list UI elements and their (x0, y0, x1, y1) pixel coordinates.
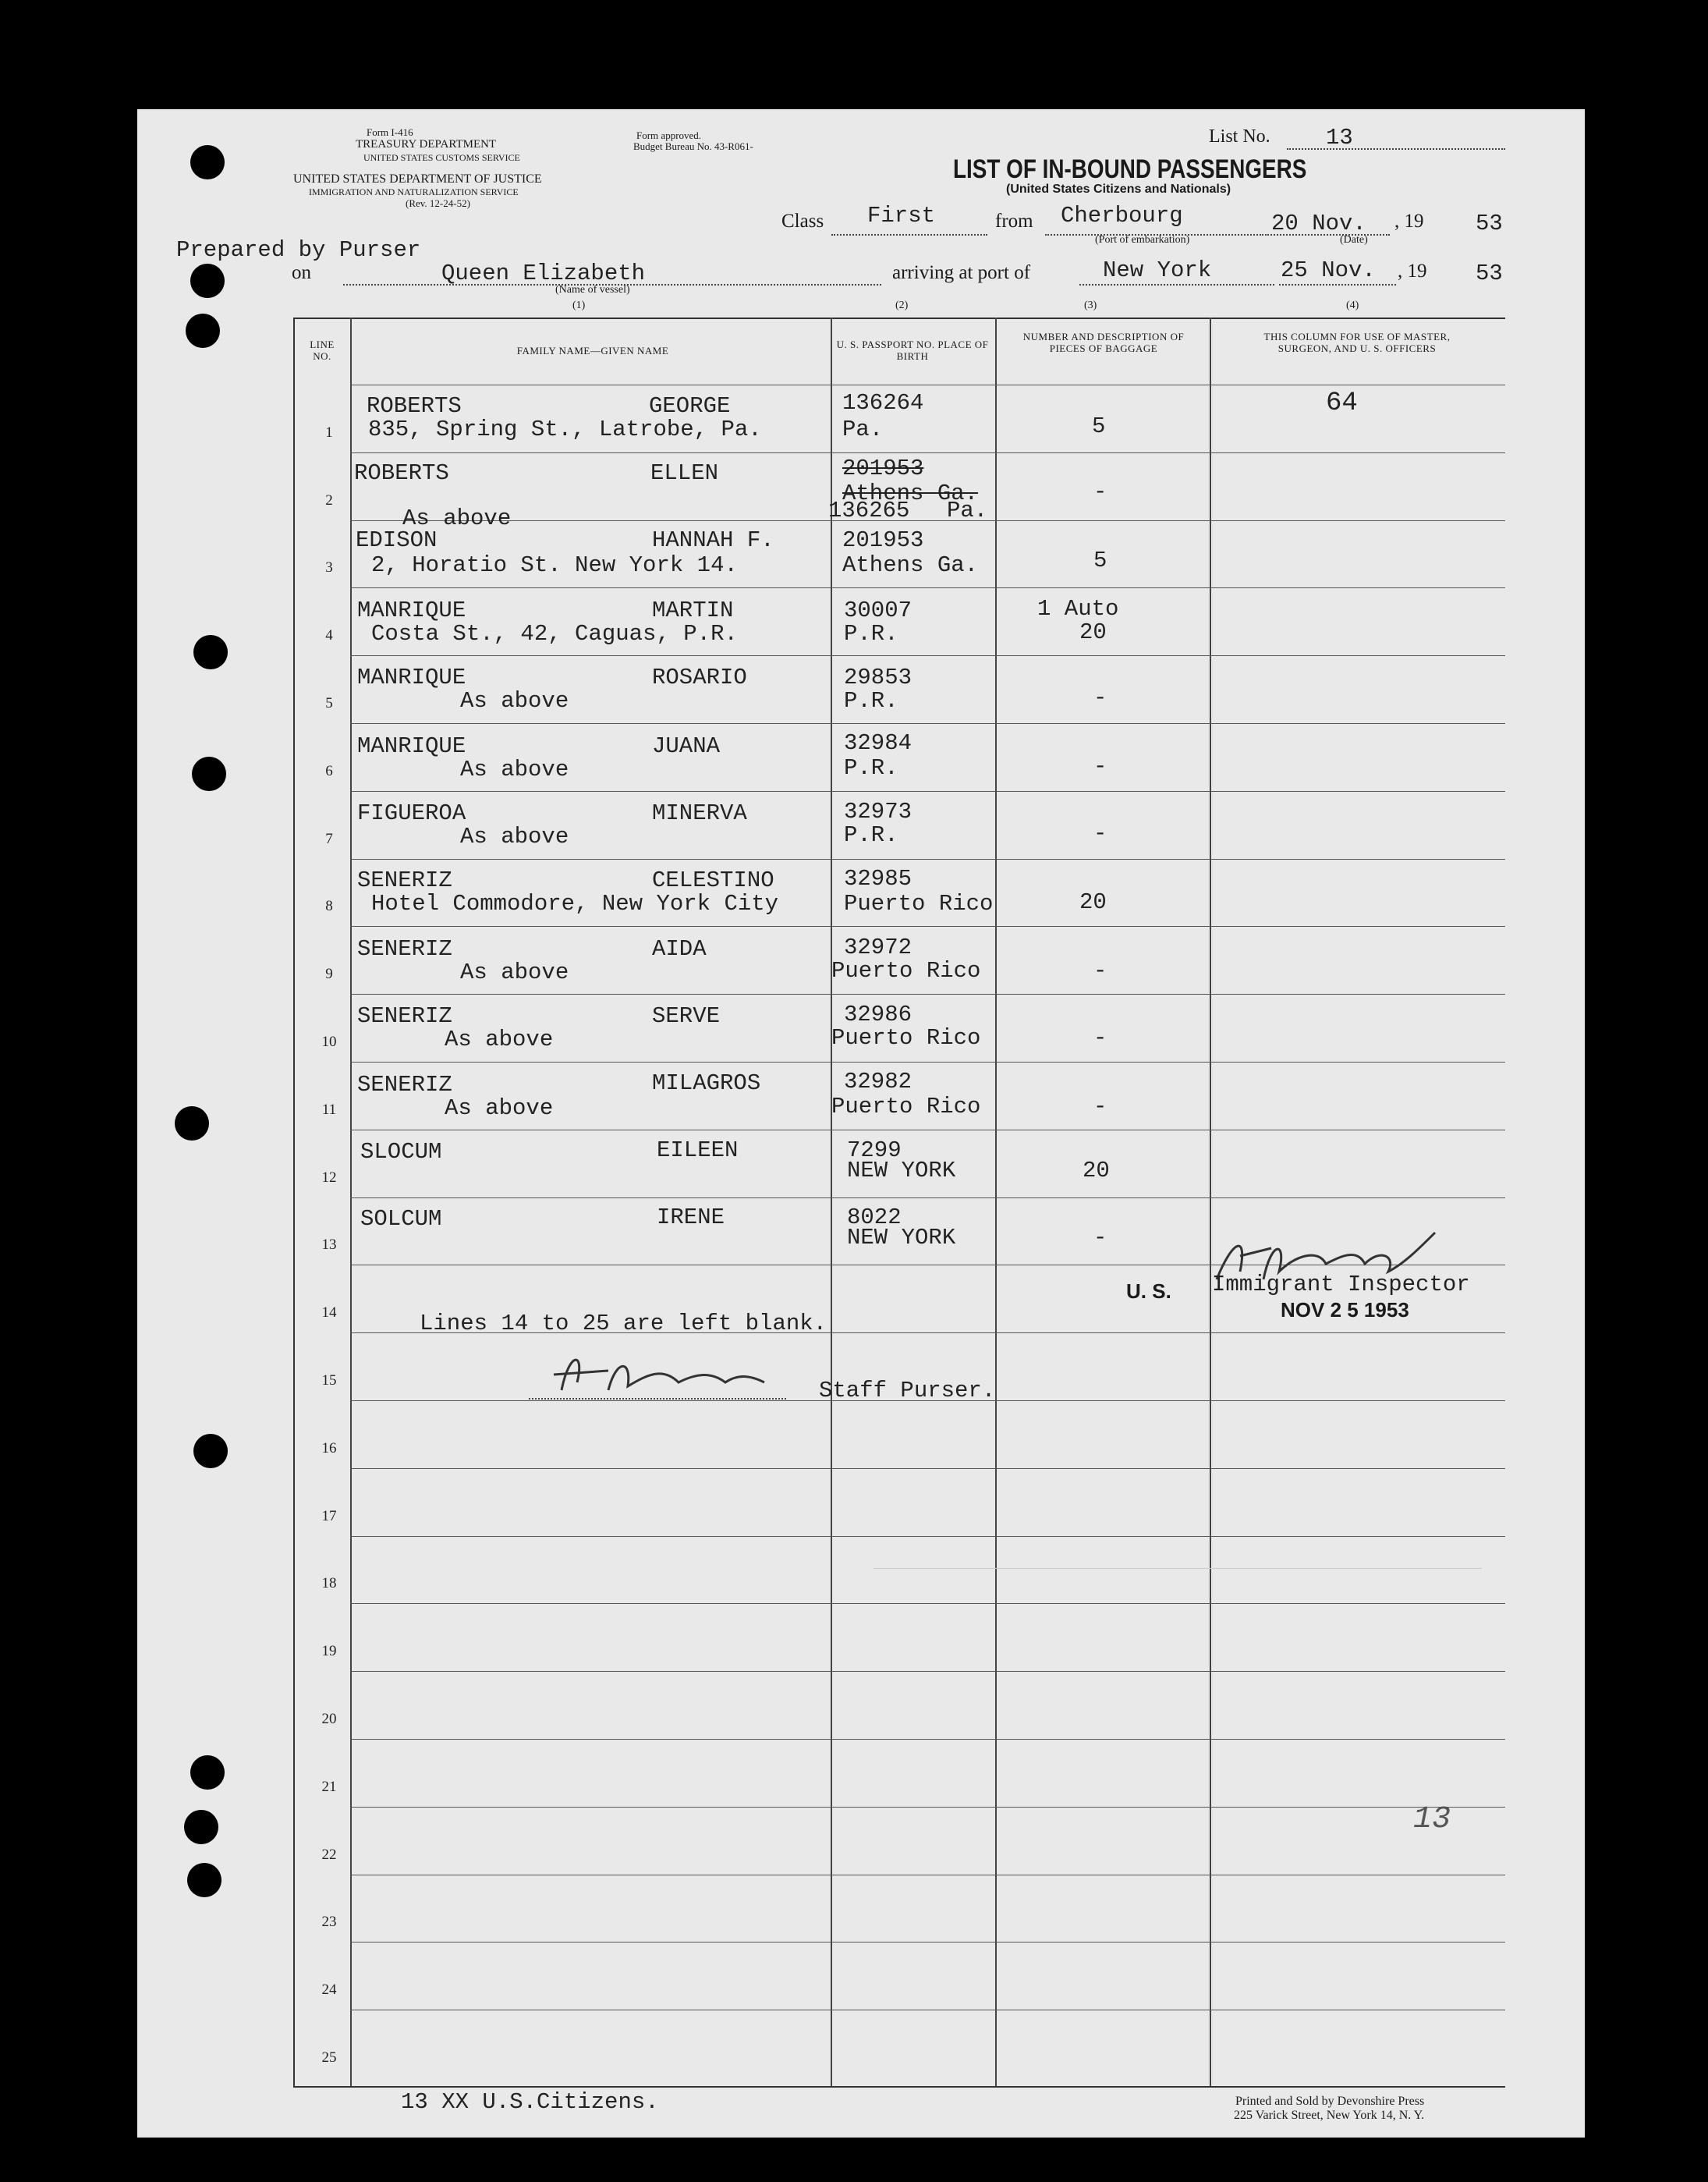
column-caption-2: (2) (895, 300, 909, 311)
date-caption: (Date) (1340, 234, 1368, 246)
passenger-10-given: SERVE (652, 1003, 721, 1029)
passport-column-divider (995, 318, 997, 2086)
passenger-3-address: 2, Horatio St. New York 14. (371, 552, 738, 578)
on-label: on (292, 262, 311, 283)
column-caption-1: (1) (572, 300, 586, 311)
vessel-caption: (Name of vessel) (555, 284, 630, 296)
passenger-13-family: SOLCUM (360, 1206, 442, 1232)
passenger-3-baggage: 5 (1093, 548, 1107, 573)
row-divider (350, 1603, 1505, 1604)
row-divider (350, 1739, 1505, 1740)
line-number: 2 (325, 492, 333, 509)
table-bottom-border (293, 2086, 1505, 2088)
passenger-5-passport: 29853 (844, 665, 912, 690)
year-prefix-2: , 19 (1398, 261, 1427, 282)
budget-bureau: Budget Bureau No. 43-R061- (633, 140, 753, 152)
passenger-13-baggage: - (1093, 1225, 1107, 1251)
passenger-7-given: MINERVA (652, 800, 747, 826)
row-divider (350, 452, 1505, 453)
passenger-11-passport: 32982 (844, 1069, 912, 1095)
passenger-1-passport: 136264 (842, 390, 924, 416)
passenger-5-given: ROSARIO (652, 665, 747, 690)
passenger-8-address: Hotel Commodore, New York City (371, 891, 779, 917)
passenger-4-birth: P.R. (844, 621, 898, 647)
passenger-10-birth: Puerto Rico (831, 1025, 981, 1051)
row-divider (350, 1942, 1505, 1943)
table-left-border (293, 318, 295, 2086)
line-column-divider (350, 318, 352, 2086)
passenger-4-passport: 30007 (844, 598, 912, 623)
treasury-department: TREASURY DEPARTMENT (356, 138, 497, 151)
line-number: 7 (325, 831, 333, 847)
passenger-4-family: MANRIQUE (357, 598, 466, 623)
port-embarkation-caption: (Port of embarkation) (1095, 234, 1190, 246)
line-number: 24 (321, 1982, 337, 1998)
year-prefix-1: , 19 (1394, 211, 1424, 232)
passenger-3-given: HANNAH F. (652, 527, 774, 553)
line-number: 16 (321, 1440, 337, 1456)
passenger-5-address: As above (460, 688, 569, 714)
inspector-prefix: U. S. (1126, 1279, 1171, 1303)
row-divider (350, 1671, 1505, 1672)
date-line (1265, 234, 1390, 236)
column-caption-3: (3) (1084, 300, 1097, 311)
binder-hole-5 (192, 757, 226, 791)
line-number: 25 (321, 2049, 337, 2066)
row-divider (350, 723, 1505, 724)
line-number: 14 (321, 1304, 337, 1321)
passenger-6-birth: P.R. (844, 755, 898, 781)
bleed-through-text (873, 1545, 1482, 1569)
year-2: 53 (1476, 261, 1503, 286)
name-header: FAMILY NAME—GIVEN NAME (516, 345, 669, 357)
vessel-name: Queen Elizabeth (441, 261, 646, 286)
passenger-12-passport: 7299 (847, 1137, 902, 1163)
passenger-4-baggage: 1 Auto (1037, 596, 1119, 622)
binder-hole-4 (193, 635, 228, 669)
printer-line-1: Printed and Sold by Devonshire Press (1235, 2095, 1425, 2108)
line-number: 22 (321, 1847, 337, 1863)
line-number: 1 (325, 424, 333, 441)
binder-hole-2 (190, 264, 225, 298)
line-number: 12 (321, 1169, 337, 1186)
passenger-11-family: SENERIZ (357, 1072, 452, 1098)
purser-signature-icon (530, 1343, 796, 1406)
passenger-12-baggage: 20 (1083, 1158, 1110, 1183)
prepared-by-purser: Prepared by Purser (176, 237, 421, 263)
blank-lines-note: Lines 14 to 25 are left blank. (420, 1311, 827, 1336)
passenger-12-family: SLOCUM (360, 1139, 442, 1165)
arrival-port-line (1079, 284, 1274, 286)
list-number-line (1287, 148, 1505, 150)
passenger-1-officer-note: 64 (1326, 389, 1358, 418)
name-column-divider (831, 318, 832, 2086)
passenger-5-birth: P.R. (844, 688, 898, 714)
passenger-12-birth: NEW YORK (847, 1158, 956, 1183)
passenger-1-address: 835, Spring St., Latrobe, Pa. (368, 417, 762, 442)
citizens-count: 13 XX U.S.Citizens. (401, 2089, 659, 2115)
binder-hole-9 (184, 1810, 218, 1844)
list-label: List No. (1209, 126, 1270, 147)
arrival-port: New York (1103, 257, 1212, 283)
passenger-6-passport: 32984 (844, 730, 912, 756)
form-number: Form I-416 (367, 126, 413, 138)
row-divider (350, 587, 1505, 588)
from-label: from (995, 211, 1033, 232)
passenger-9-given: AIDA (652, 936, 707, 962)
officers-header: THIS COLUMN FOR USE OF MASTER, SURGEON, AND U. S. OFFICERS (1263, 331, 1451, 354)
line-number: 5 (325, 695, 333, 711)
passenger-9-birth: Puerto Rico (831, 958, 981, 984)
row-divider (350, 926, 1505, 927)
inspector-title: Immigrant Inspector (1212, 1272, 1470, 1297)
line-number: 11 (321, 1102, 337, 1118)
row-divider (350, 655, 1505, 656)
passenger-9-baggage: - (1093, 958, 1107, 984)
passenger-4-address: Costa St., 42, Caguas, P.R. (371, 621, 738, 647)
passenger-9-passport: 32972 (844, 935, 912, 960)
line-number: 3 (325, 559, 333, 576)
binder-hole-7 (193, 1434, 228, 1468)
embarkation-date: 20 Nov. (1271, 211, 1366, 236)
passenger-10-baggage: - (1093, 1025, 1107, 1051)
passenger-13-birth: NEW YORK (847, 1225, 956, 1251)
passenger-8-baggage: 20 (1079, 889, 1107, 915)
passenger-10-address: As above (445, 1027, 554, 1052)
row-divider (350, 994, 1505, 995)
passenger-5-baggage: - (1093, 685, 1107, 711)
passport-header: U. S. PASSPORT NO. PLACE OF BIRTH (836, 339, 989, 362)
passenger-6-given: JUANA (652, 733, 721, 759)
passenger-6-baggage: - (1093, 754, 1107, 779)
line-number: 18 (321, 1575, 337, 1591)
handwritten-page-number: 13 (1413, 1802, 1451, 1837)
passenger-7-address: As above (460, 824, 569, 850)
line-number: 8 (325, 898, 333, 914)
purser-signature-line (529, 1398, 786, 1400)
passenger-1-given: GEORGE (649, 393, 731, 419)
passenger-11-address: As above (445, 1095, 554, 1121)
passenger-6-address: As above (460, 757, 569, 782)
passenger-2-baggage: - (1093, 479, 1107, 505)
passenger-2-birth-struck: Athens Ga. (842, 481, 979, 506)
line-number: 19 (321, 1643, 337, 1659)
arriving-label: arriving at port of (892, 262, 1031, 283)
passenger-5-family: MANRIQUE (357, 665, 466, 690)
passenger-10-family: SENERIZ (357, 1003, 452, 1029)
baggage-column-divider (1210, 318, 1211, 2086)
binder-hole-8 (190, 1755, 225, 1790)
department-of-justice: UNITED STATES DEPARTMENT OF JUSTICE (293, 172, 542, 186)
class-line (831, 234, 987, 236)
passenger-2-passport: 136265 (828, 498, 910, 523)
passenger-2-birth: Pa. (947, 498, 988, 523)
row-divider (350, 1062, 1505, 1063)
arrival-date: 25 Nov. (1281, 257, 1376, 283)
passenger-10-passport: 32986 (844, 1002, 912, 1027)
column-caption-4: (4) (1346, 300, 1359, 311)
row-divider (350, 1468, 1505, 1469)
passenger-7-baggage: - (1093, 821, 1107, 846)
row-divider (350, 1197, 1505, 1198)
printer-line-2: 225 Varick Street, New York 14, N. Y. (1234, 2109, 1425, 2122)
line-number: 6 (325, 763, 333, 779)
form-subtitle: (United States Citizens and Nationals) (1006, 183, 1231, 196)
line-number: 9 (325, 966, 333, 982)
binder-hole-6 (175, 1106, 209, 1141)
line-number: 15 (321, 1372, 337, 1389)
binder-hole-1 (190, 145, 225, 179)
passenger-13-given: IRENE (657, 1205, 725, 1230)
passenger-11-given: MILAGROS (652, 1070, 761, 1096)
form-approved: Form approved. (636, 130, 702, 141)
passenger-1-baggage: 5 (1092, 413, 1106, 439)
passenger-4-baggage-count: 20 (1079, 619, 1107, 645)
line-number: 4 (325, 627, 333, 644)
port-of-embarkation: Cherbourg (1061, 203, 1183, 229)
arrival-date-line (1279, 284, 1396, 286)
immigration-service: IMMIGRATION AND NATURALIZATION SERVICE (309, 186, 519, 197)
line-number: 20 (321, 1711, 337, 1727)
row-divider (350, 859, 1505, 860)
passenger-11-birth: Puerto Rico (831, 1094, 981, 1119)
class-value: First (867, 203, 936, 229)
passenger-3-passport: 201953 (842, 527, 924, 553)
form-title: LIST OF IN-BOUND PASSENGERS (953, 154, 1307, 184)
list-number: 13 (1326, 125, 1353, 151)
passenger-9-family: SENERIZ (357, 936, 452, 962)
passenger-3-family: EDISON (356, 527, 438, 553)
passenger-1-birth: Pa. (842, 417, 884, 442)
passenger-1-family: ROBERTS (367, 393, 462, 419)
passenger-7-birth: P.R. (844, 822, 898, 848)
line-number: 21 (321, 1779, 337, 1795)
staff-purser-label: Staff Purser. (819, 1378, 996, 1403)
year-1: 53 (1476, 211, 1503, 236)
passenger-8-birth: Puerto Rico (844, 891, 994, 917)
revision-date: (Rev. 12-24-52) (406, 197, 470, 209)
binder-hole-3 (186, 314, 220, 348)
passenger-4-given: MARTIN (652, 598, 734, 623)
passenger-6-family: MANRIQUE (357, 733, 466, 759)
row-divider (350, 791, 1505, 792)
line-number: 10 (321, 1034, 337, 1050)
passenger-2-address: As above (402, 506, 512, 531)
passenger-8-passport: 32985 (844, 866, 912, 892)
line-number: 23 (321, 1914, 337, 1930)
passenger-12-given: EILEEN (657, 1137, 739, 1163)
inspection-stamp-date: NOV 2 5 1953 (1281, 1298, 1409, 1322)
passenger-2-family: ROBERTS (354, 460, 449, 486)
baggage-header: NUMBER AND DESCRIPTION OF PIECES OF BAGGAGE (1022, 331, 1185, 354)
line-number: 13 (321, 1236, 337, 1253)
binder-hole-10 (187, 1863, 221, 1897)
passenger-7-passport: 32973 (844, 799, 912, 825)
passenger-13-passport: 8022 (847, 1205, 902, 1230)
passenger-2-passport-struck: 201953 (842, 456, 924, 481)
line-number: 17 (321, 1508, 337, 1524)
row-divider (350, 1807, 1505, 1808)
row-divider (350, 1536, 1505, 1537)
line-number-header: LINE NO. (310, 339, 335, 362)
passenger-8-given: CELESTINO (652, 867, 774, 893)
passenger-3-birth: Athens Ga. (842, 552, 979, 578)
table-top-border (293, 318, 1505, 319)
customs-service: UNITED STATES CUSTOMS SERVICE (363, 152, 520, 163)
passenger-7-family: FIGUEROA (357, 800, 466, 826)
passenger-2-given: ELLEN (650, 460, 719, 486)
class-label: Class (781, 211, 824, 232)
row-divider (350, 520, 1505, 521)
passenger-8-family: SENERIZ (357, 867, 452, 893)
passenger-9-address: As above (460, 960, 569, 985)
passenger-11-baggage: - (1093, 1094, 1107, 1119)
